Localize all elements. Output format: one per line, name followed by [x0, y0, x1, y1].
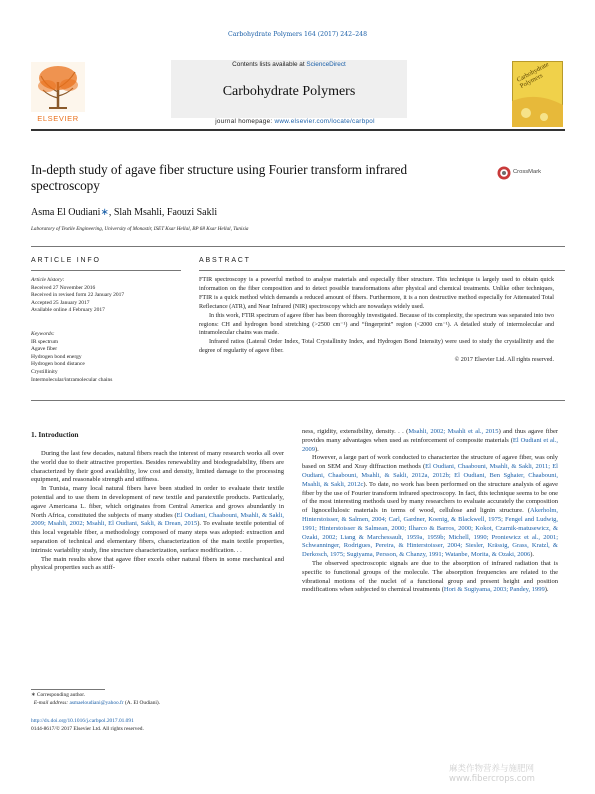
intro-paragraph: The main results show that agave fiber excels other natural fibers in some mechanical and physical properties such as stiff- — [31, 555, 284, 572]
affiliation: Laboratory of Textile Engineering, University of Monastir, ISET Ksar Hellal, BP 68 Ksar Hellal, Tunisia — [31, 226, 249, 232]
keyword-item: Agave fiber — [31, 346, 58, 353]
text-run: ). — [544, 586, 549, 594]
header-rule — [31, 129, 565, 131]
keywords — [31, 331, 191, 384]
section-rule — [31, 246, 565, 247]
article-title: In-depth study of agave fiber structure using Fourier transform infrared spectroscopy — [31, 162, 408, 193]
text-run: ) and thus agave fiber provides many advantages when used as reinforcement of composite materials ( — [302, 428, 558, 444]
rights-line: 0144-8617/© 2017 Elsevier Ltd. All rights reserved. — [31, 726, 144, 732]
history-label: Article history: — [31, 277, 65, 283]
author-list: Asma El Oudiani∗, Slah Msahli, Faouzi Sakli — [31, 207, 218, 218]
homepage-prefix: journal homepage: — [215, 118, 275, 125]
left-column — [31, 450, 284, 573]
cover-title-text: Carbohydrate Polymers — [515, 60, 551, 90]
crossmark-label[interactable]: CrossMark — [513, 169, 542, 175]
crossmark-icon — [497, 166, 511, 180]
citation-link[interactable]: El Oudiani, Chaabouni, Msahli, & Sakli, 2011; El Oudiani, Chaabouni, Msahli, & Sakli, 2012a, 2012b; El Oudiani, Ben Sghaier, Chaabouni, Msahli, & Sakli, 2012c — [302, 463, 558, 488]
email-line — [31, 700, 160, 708]
intro-paragraph — [302, 560, 558, 595]
abstract-paragraph: In this work, FTIR spectrum of agave fiber has been thoroughly investigated. Because of its complexity, the spectrum was separated into two regions: CH and hydrogen bond stretching (>2500 cm⁻¹) and “fingerprint” region (<2000 cm⁻¹). A detailed study of intermolecular and intramolecular chains was made. — [199, 312, 554, 337]
author-name[interactable]: Faouzi Sakli — [166, 207, 218, 218]
abstract-copyright: © 2017 Elsevier Ltd. All rights reserved. — [454, 357, 554, 364]
text-run: ness, rigidity, extensibility, density. . . ( — [302, 428, 409, 435]
article-info-heading: ARTICLE INFO — [31, 257, 101, 264]
corresponding-author-footnote — [31, 692, 160, 707]
keyword-item: Intermolecular/intramolecular chains — [31, 376, 113, 383]
homepage-link[interactable]: www.elsevier.com/locate/carbpol — [274, 118, 375, 125]
contents-prefix: Contents lists available at — [232, 61, 307, 68]
email-label: E-mail address: — [33, 699, 70, 706]
contents-line — [171, 61, 407, 68]
keywords-label: Keywords: — [31, 331, 55, 337]
elsevier-logo — [31, 62, 85, 124]
history-item: Received in revised form 22 January 2017 — [31, 292, 125, 298]
citation-link[interactable]: El Oudiani, Chaabouni, Msahli, & Sakli, 2009; Msahli, 2002; Msahli, El Oudiani, Sakli, & Drean, 2015 — [31, 511, 284, 528]
text-run: ). — [315, 445, 319, 453]
email-suffix: (A. El Oudiani). — [123, 699, 161, 706]
abstract-bottom-rule — [31, 400, 565, 401]
doi-block — [31, 717, 144, 733]
keyword-item: IR spectrum — [31, 338, 59, 345]
citation-link[interactable]: El Oudiani et al., 2009 — [302, 436, 558, 453]
abstract-body — [199, 276, 554, 365]
journal-citation[interactable]: Carbohydrate Polymers 164 (2017) 242–248 — [227, 31, 368, 38]
abstract-rule — [199, 270, 565, 271]
author-mark[interactable]: ∗ — [100, 207, 109, 218]
footnote-rule — [31, 689, 105, 690]
author-name[interactable]: Asma El Oudiani — [31, 207, 101, 218]
text-run: ). To evaluate textile potential of this local vegetable fiber, a methodology composed of many steps was adopted: extraction and separation of technical and elementary fibers, characterization of the main textile properties, intrinsic variability study, fine structure characterization, surface modification. . . — [31, 520, 284, 554]
keyword-item: Hydrogen bond distance — [31, 361, 85, 368]
history-item: Available online 4 February 2017 — [31, 307, 105, 313]
text-run: However, a large part of work conducted to characterize the structure of agave fiber, was only based on SEM and Xray diffraction methods ( — [302, 454, 558, 471]
citation-link[interactable]: Msahli, 2002; Msahli et al., 2015 — [408, 428, 499, 435]
author-name[interactable]: Slah Msahli — [113, 207, 162, 218]
intro-paragraph — [31, 485, 284, 555]
text-run: The observed spectroscopic signals are due to the absorption of infrared radiation that is specific to functional groups of the molecule. The absorption frequencies are related to the vibrational motions of the nuclei of a functional group and present height and position modifications when subjected to chemical treatments ( — [302, 559, 558, 594]
citation-link[interactable]: Hori & Sugiyama, 2003; Pandey, 1999 — [443, 586, 545, 594]
article-history — [31, 277, 191, 315]
section-heading-introduction: 1. Introduction — [31, 430, 79, 439]
journal-title: Carbohydrate Polymers — [222, 84, 356, 99]
abstract-paragraph: Infrared ratios (Lateral Order Index, Total Crystallinity Index, and Hydrogen Bond Intensity) were used to study the crystallinity and the degree of regularity of agave fiber. — [199, 339, 554, 355]
intro-paragraph — [302, 428, 558, 454]
doi-link[interactable]: http://dx.doi.org/10.1016/j.carbpol.2017.01.091 — [31, 718, 134, 724]
email-link[interactable]: asmaeloudiani@yahoo.fr — [69, 699, 124, 706]
sciencedirect-link[interactable]: ScienceDirect — [306, 61, 346, 68]
history-item: Received 27 November 2016 — [31, 284, 96, 291]
history-item: Accepted 25 January 2017 — [31, 299, 90, 306]
abstract-heading: ABSTRACT — [199, 257, 251, 264]
abstract-paragraph: FTIR spectroscopy is a powerful method to analyse materials and especially fiber structure. This technique is largely used to obtain quick information on the fiber composition and to detect possible transformations after physical and chemical treatments. Unlike other techniques, FTIR is a quick method which demands a reduced amount of fibers. Furthermore, it is a non destructive method especially for Attenuated Total Reflectance (ATR), and Near Infrared (NIR) spectroscopy which are nowadays widely used. — [199, 277, 554, 310]
citation-link[interactable]: Akerholm, Hinterstoisser, & Salmen, 2004; Carl, Gardner, Koenig, & Blackwell, 1975; Fengel and Ludwig, 1991; Hinterstoisser & Salmean, 2000; Ilharco & Barros, 2000; Kokot, Czarnik-matusewicz, & Ozaki, 2002; Liang & Marchessault, 1959a, 1959b; Michell, 1990; Proniewicz et al., 2001; Schwanninger, Rodrigues, Pereira, & Hinterstoisser, 2004; Siesler, Krässig, Grass, Kratzl, & Derkosch, 1975; Sugiyama, Persson, & Chanzy, 1991; Watanbe, Morita, & Ozaki, 2006 — [302, 507, 558, 559]
watermark: 麻类作物营养与施肥网 www.fibercrops.com — [449, 764, 535, 784]
intro-paragraph — [302, 454, 558, 560]
text-run: ). To date, no work has been performed on the structure analysis of agave fiber by the use of Fourier transform infrared spectroscopy. In fact, this technique seems to be one of the most interesting methods used by many researchers to evaluate accurately the composition of lignocellulosic materials in terms of wood, cellulose and lignin structure. ( — [302, 480, 559, 515]
right-column — [302, 428, 558, 595]
text-run: In Tunisia, many local natural fibers have been studied in order to evaluate their textile potential and to use them in development of new textile and paratextile products. Particularly, agave Americana L. fiber, which originates from Central America and grows abundantly in North Africa, constituted the subjects of many studies ( — [31, 485, 284, 519]
elsevier-wordmark: ELSEVIER — [37, 114, 79, 123]
journal-cover-image — [512, 61, 563, 127]
keyword-item: Crystillinity — [31, 368, 58, 375]
corresponding-label: ∗ Corresponding author. — [31, 692, 86, 698]
intro-paragraph: During the last few decades, natural fibers reach the interest of many research works all over the world due to their attractive properties. Besides renewability and biodegradability, fibers are characterized by their good availability, low cost and density, limited damage to the processing equipment, and reasonable strength and stiffness. — [31, 450, 284, 484]
journal-homepage-line — [110, 118, 480, 125]
text-run: ). — [530, 551, 535, 559]
keyword-item: Hydrogen bond energy — [31, 353, 82, 360]
article-info-rule — [31, 270, 181, 271]
